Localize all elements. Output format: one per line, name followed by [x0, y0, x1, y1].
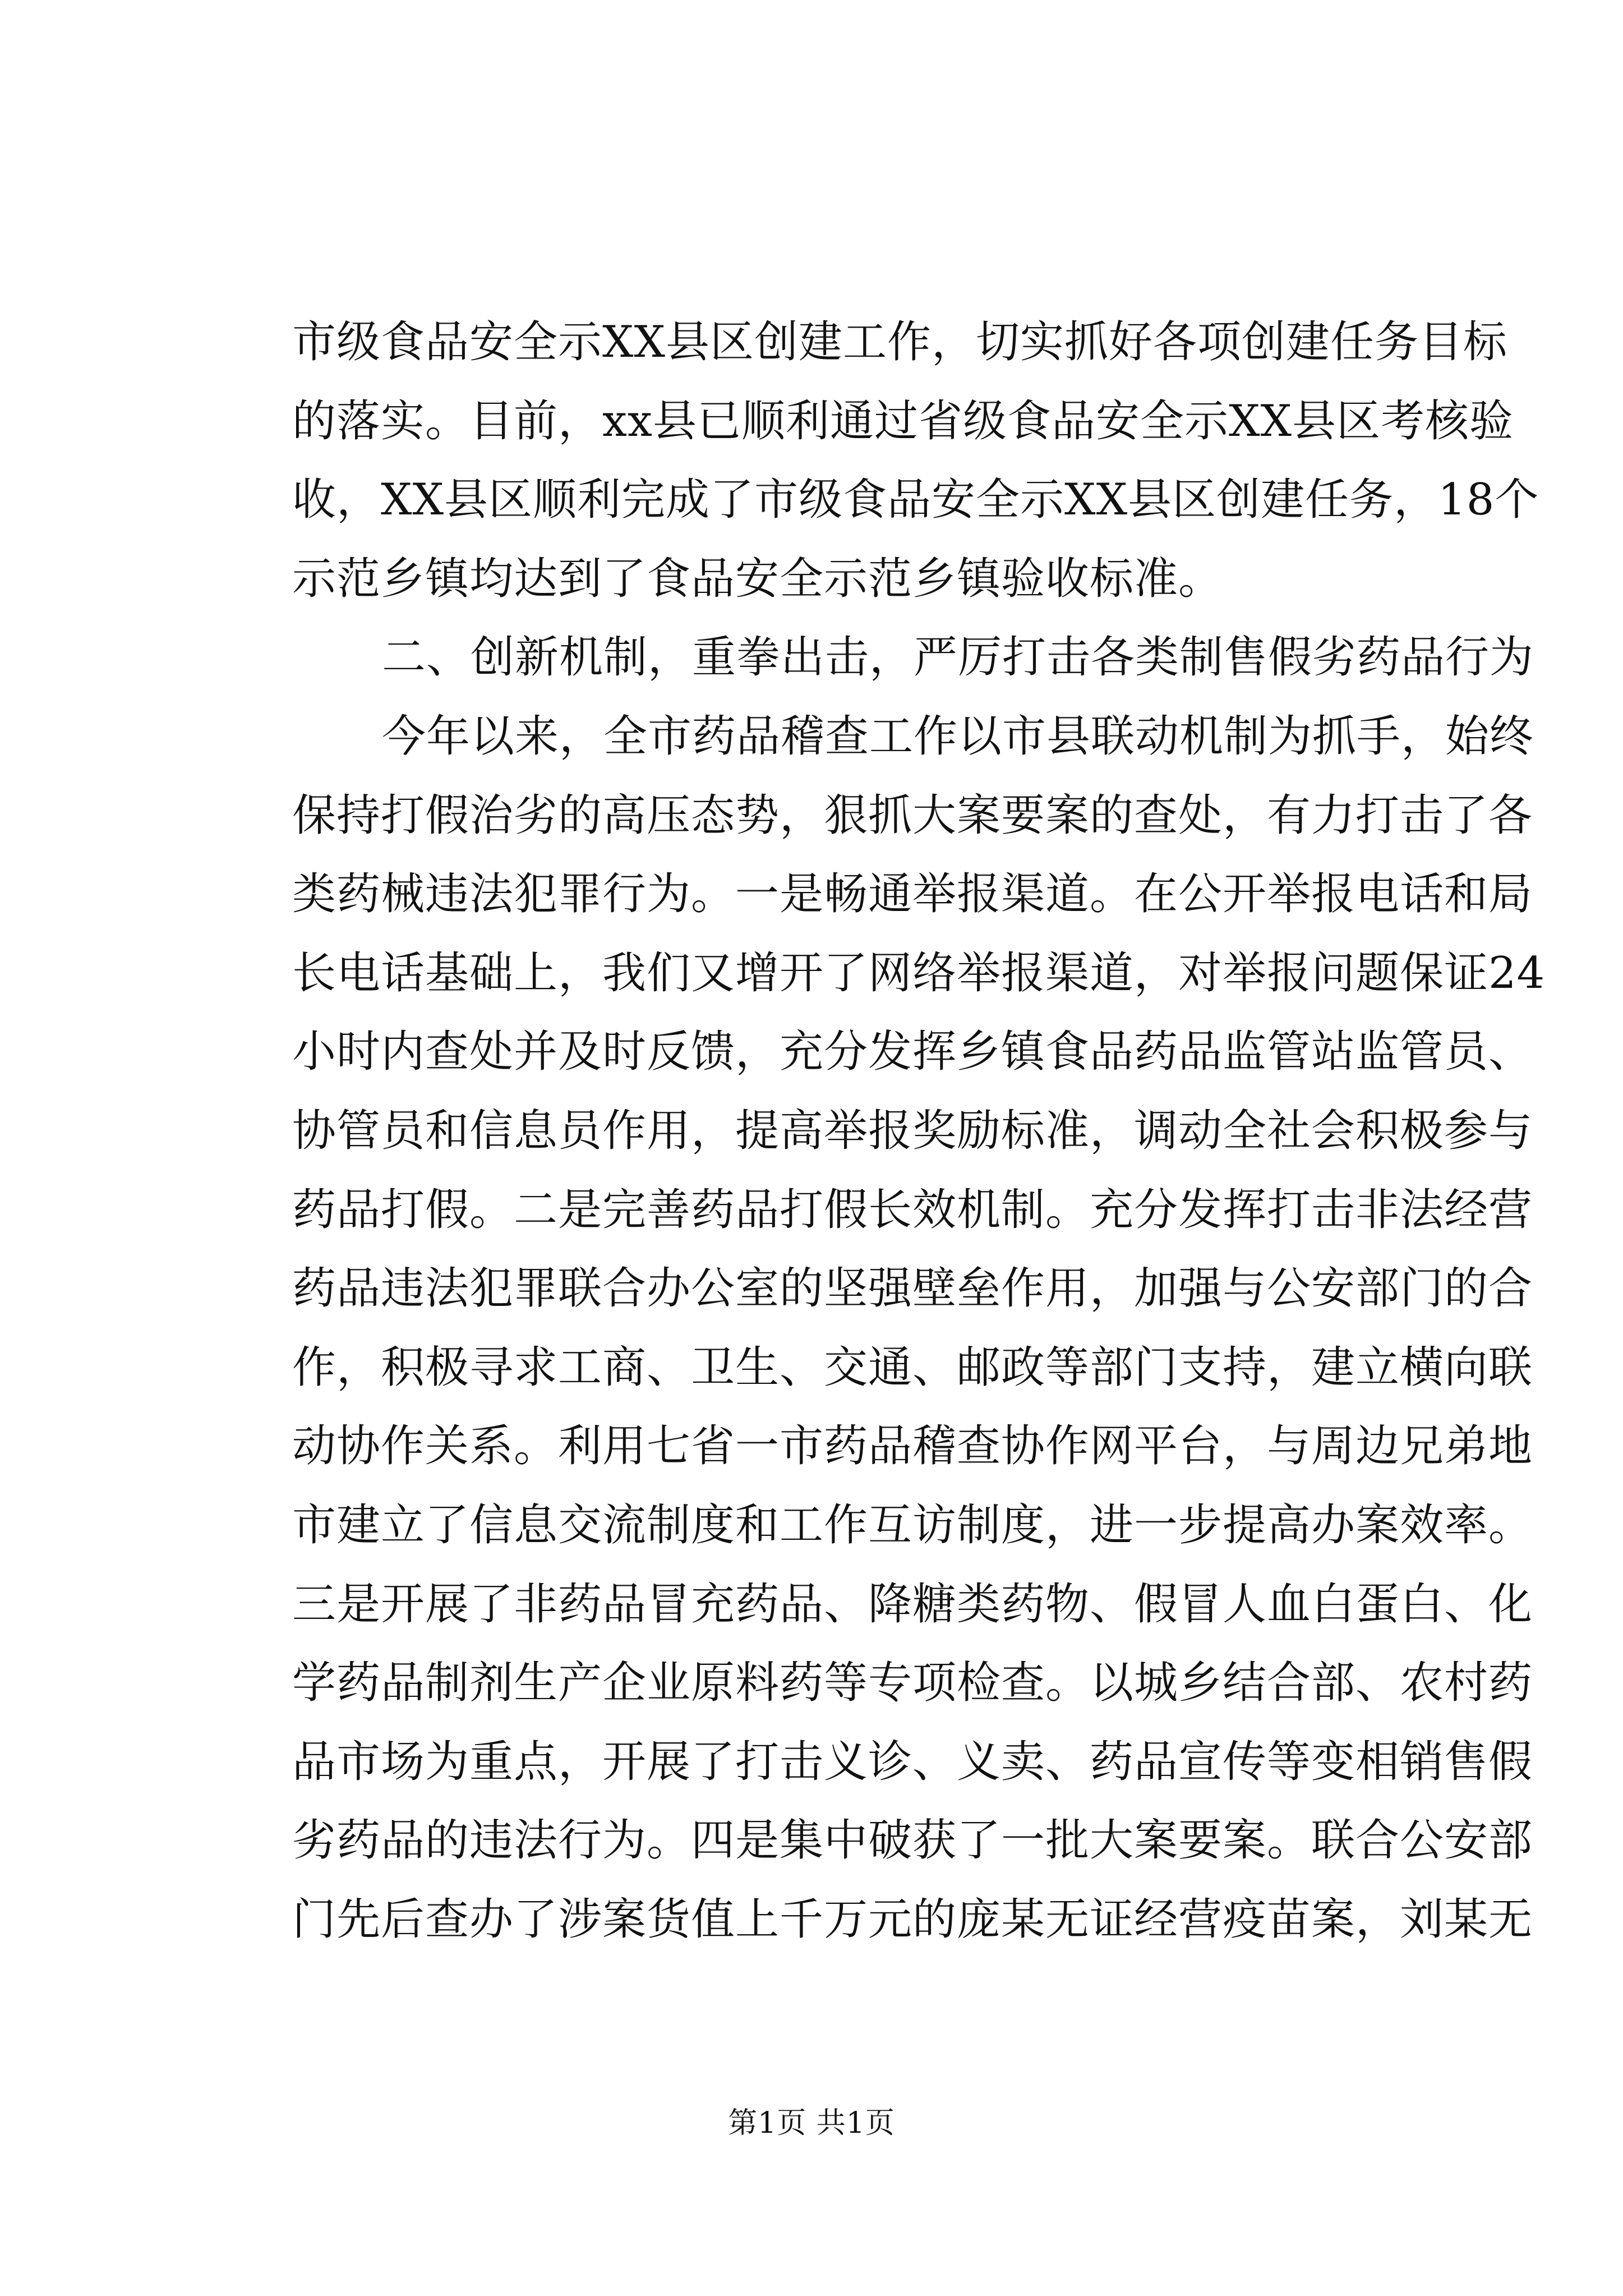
- text-line: 门先后查办了涉案货值上千万元的庞某无证经营疫苗案，刘某无: [292, 1894, 1533, 1945]
- paragraph-1: [292, 303, 1539, 618]
- document-body: [292, 303, 1546, 1959]
- text-line: 动协作关系。利用七省一市药品稽查协作网平台，与周边兄弟地: [292, 1421, 1533, 1472]
- text-line: 作，积极寻求工商、卫生、交通、邮政等部门支持，建立横向联: [292, 1342, 1533, 1393]
- text-line: 药品违法犯罪联合办公室的坚强壁垒作用，加强与公安部门的合: [292, 1263, 1533, 1314]
- text-line: 长电话基础上，我们又增开了网络举报渠道，对举报问题保证24: [292, 947, 1546, 999]
- text-line: 三是开展了非药品冒充药品、降糖类药物、假冒人血白蛋白、化: [292, 1579, 1533, 1630]
- text-line: 二、创新机制，重拳出击，严厉打击各类制售假劣药品行为: [382, 632, 1534, 683]
- text-line: 今年以来，全市药品稽查工作以市县联动机制为抓手，始终: [382, 711, 1534, 762]
- text-line: 收，XX县区顺利完成了市级食品安全示XX县区创建任务，18个: [292, 475, 1539, 526]
- text-line: 学药品制剂生产企业原料药等专项检查。以城乡结合部、农村药: [292, 1658, 1533, 1709]
- text-line: 市建立了信息交流制度和工作互访制度，进一步提高办案效率。: [292, 1499, 1533, 1550]
- text-line: 劣药品的违法行为。四是集中破获了一批大案要案。联合公安部: [292, 1815, 1533, 1866]
- text-line: 类药械违法犯罪行为。一是畅通举报渠道。在公开举报电话和局: [292, 869, 1533, 920]
- text-line: 品市场为重点，开展了打击义诊、义卖、药品宣传等变相销售假: [292, 1736, 1533, 1787]
- page-footer: [0, 2104, 1623, 2143]
- text-line: 保持打假治劣的高压态势，狠抓大案要案的查处，有力打击了各: [292, 790, 1533, 841]
- text-line: 示范乡镇均达到了食品安全示范乡镇验收标准。: [292, 553, 1223, 604]
- text-line: 协管员和信息员作用，提高举报奖励标准，调动全社会积极参与: [292, 1105, 1533, 1156]
- paragraph-3: [292, 697, 1546, 1959]
- text-line: 小时内查处并及时反馈，充分发挥乡镇食品药品监管站监管员、: [292, 1027, 1533, 1078]
- page-number-label: 第1页 共1页: [728, 2106, 895, 2140]
- text-line: 市级食品安全示XX县区创建工作，切实抓好各项创建任务目标: [292, 317, 1508, 367]
- text-line: 的落实。目前，xx县已顺利通过省级食品安全示XX县区考核验: [292, 395, 1514, 447]
- text-line: 药品打假。二是完善药品打假长效机制。充分发挥打击非法经营: [292, 1184, 1533, 1235]
- section-heading: [292, 618, 1534, 697]
